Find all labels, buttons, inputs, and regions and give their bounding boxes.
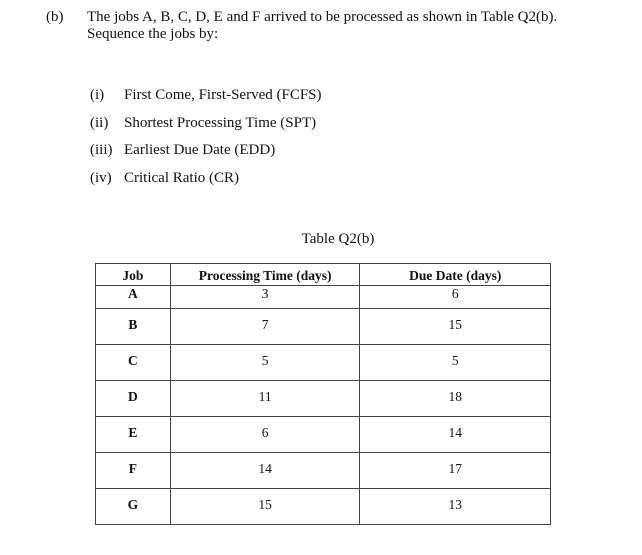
due-date-cell: 15: [360, 309, 551, 345]
due-date-cell: 17: [360, 453, 551, 489]
method-text: First Come, First-Served (FCFS): [124, 87, 322, 103]
header-job: Job: [96, 264, 171, 286]
job-cell: D: [96, 381, 171, 417]
jobs-table: [95, 263, 551, 525]
table-row: [96, 381, 551, 417]
header-due-date: Due Date (days): [360, 264, 551, 286]
job-cell: F: [96, 453, 171, 489]
table-header-row: [96, 264, 551, 286]
method-text: Critical Ratio (CR): [124, 169, 239, 186]
method-item: [90, 167, 322, 195]
due-date-cell: 6: [360, 286, 551, 309]
method-text: Shortest Processing Time (SPT): [124, 114, 317, 131]
due-date-cell: 5: [360, 345, 551, 381]
job-cell: E: [96, 417, 171, 453]
processing-time-cell: 14: [170, 453, 360, 489]
question-text: [87, 9, 640, 43]
processing-time-cell: 5: [170, 345, 360, 381]
question-part-label: (b): [46, 9, 64, 25]
processing-time-cell: 15: [170, 489, 360, 525]
due-date-cell: 13: [360, 489, 551, 525]
job-cell: B: [96, 309, 171, 345]
method-number: (iii): [90, 142, 113, 158]
processing-time-cell: 6: [170, 417, 360, 453]
processing-time-cell: 3: [170, 286, 360, 309]
method-item: [90, 84, 322, 112]
table-row: [96, 453, 551, 489]
method-number: (i): [90, 87, 105, 103]
method-item: [90, 112, 322, 140]
question-line-2: Sequence the jobs by:: [87, 26, 219, 42]
job-cell: G: [96, 489, 171, 525]
method-item: [90, 139, 322, 167]
processing-time-cell: 11: [170, 381, 360, 417]
table-row: [96, 417, 551, 453]
due-date-cell: 14: [360, 417, 551, 453]
job-cell: A: [96, 286, 171, 309]
question-line-1: The jobs A, B, C, D, E and F arrived to be processed as shown in Table Q2(b).: [87, 9, 558, 25]
processing-time-cell: 7: [170, 309, 360, 345]
header-processing-time: Processing Time (days): [170, 264, 360, 286]
method-text: Earliest Due Date (EDD): [124, 142, 276, 158]
job-cell: C: [96, 345, 171, 381]
sequencing-methods-list: [90, 84, 322, 194]
table-row: [96, 489, 551, 525]
method-number: (iv): [90, 169, 112, 186]
table-row: [96, 345, 551, 381]
table-row: [96, 286, 551, 309]
table-caption: Table Q2(b): [301, 231, 375, 247]
due-date-cell: 18: [360, 381, 551, 417]
method-number: (ii): [90, 114, 109, 131]
table-row: [96, 309, 551, 345]
